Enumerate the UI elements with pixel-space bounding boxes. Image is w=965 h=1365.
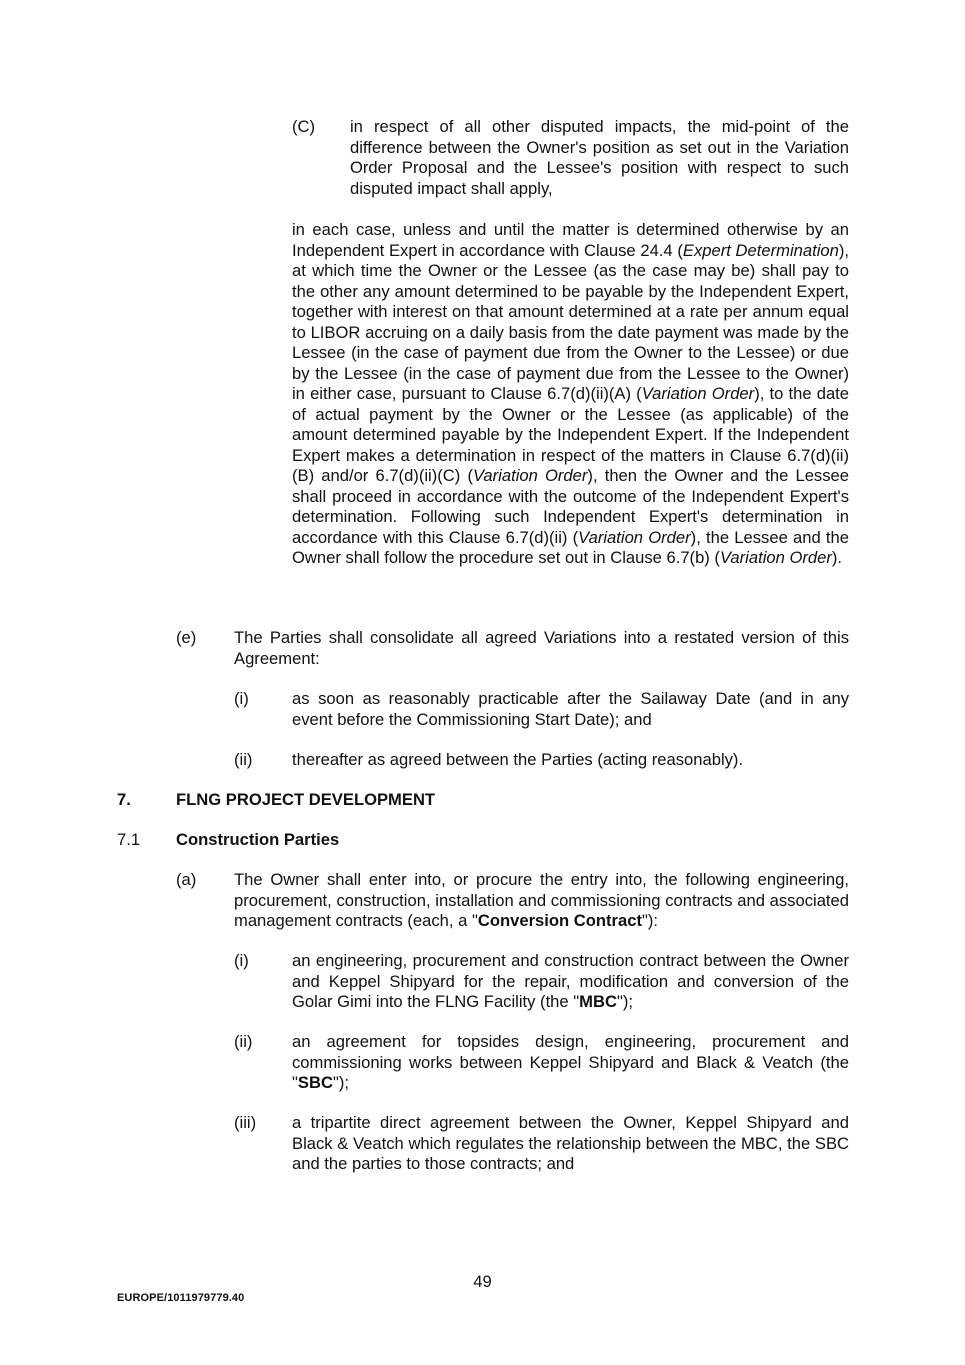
text-run: in each case, unless and until the matter is determined otherwise by an Independent Expert in accordance with Clause 24.4 ( (292, 220, 849, 260)
clause-c-number: (C) (292, 117, 316, 136)
text-run: "): (641, 911, 659, 930)
italic-reference: Expert Determination (682, 240, 839, 260)
text-run: an agreement for topsides design, engineering, procurement and commissioning works between Keppel Shipyard and Black & Veatch (the " (292, 1032, 849, 1092)
section-7-number: 7. (117, 790, 131, 809)
section-7-1-number: 7.1 (117, 830, 141, 849)
defined-term: MBC (579, 992, 617, 1011)
text-run: "); (616, 992, 633, 1011)
clause-a-number: (a) (176, 870, 197, 889)
document-reference: EUROPE/1011979779.40 (117, 1292, 245, 1304)
text-run: The Owner shall enter into, or procure the entry into, the following engineering, procurement, construction, installation and commissioning contracts and associated management contracts (each, a " (234, 870, 849, 930)
text-run: ). (831, 548, 843, 567)
italic-reference: Variation Order (578, 527, 691, 547)
section-7-1-title: Construction Parties (176, 830, 340, 849)
text-run: "); (332, 1073, 349, 1092)
clause-c-text: in respect of all other disputed impacts, the mid-point of the difference between the Owner's position as set out in the Variation Order Proposal and the Lessee's position with respect to such disputed impact shall apply, (350, 117, 849, 198)
clause-e-item-text: as soon as reasonably practicable after the Sailaway Date (and in any event before the Commissioning Start Date); and (292, 689, 849, 729)
page-number: 49 (473, 1272, 492, 1291)
clause-e-item-number: (i) (234, 689, 249, 708)
defined-term: Conversion Contract (477, 911, 642, 930)
clause-a-item-text (292, 1032, 849, 1094)
text-run: ), the Lessee and the Owner shall follow the procedure set out in Clause 6.7(b) ( (292, 527, 849, 567)
clause-a-item-number: (iii) (234, 1113, 257, 1132)
italic-reference: Variation Order (641, 384, 755, 403)
clause-a-item-number: (ii) (234, 1032, 253, 1051)
clause-a-text (234, 870, 849, 932)
continuation-paragraph (292, 220, 849, 569)
clause-a-item-text (292, 951, 849, 1013)
text-run: an engineering, procurement and construction contract between the Owner and Keppel Shipyard for the repair, modification and conversion of the Golar Gimi into the FLNG Facility (the " (292, 951, 849, 1011)
clause-a-item-number: (i) (234, 951, 249, 970)
text-run: ), then the Owner and the Lessee shall proceed in accordance with the outcome of the Independent Expert's determination. Following such Independent Expert's determination in accordance with this Clause 6.7(d)(ii) ( (292, 466, 849, 547)
clause-e-item-number: (ii) (234, 750, 253, 769)
italic-reference: Variation Order (472, 466, 588, 485)
text-run: ), to the date of actual payment by the Owner or the Lessee (as applicable) of the amount determined payable by the Independent Expert. If the Independent Expert makes a determination in respect of the matters in Clause 6.7(d)(ii)(B) and/or 6.7(d)(ii)(C) ( (292, 384, 850, 485)
clause-a-item-text: a tripartite direct agreement between the Owner, Keppel Shipyard and Black & Veatch which regulates the relationship between the MBC, the SBC and the parties to those contracts; and (292, 1113, 849, 1173)
clause-e-item-text: thereafter as agreed between the Parties (acting reasonably). (292, 750, 744, 769)
clause-e-text: The Parties shall consolidate all agreed Variations into a restated version of this Agreement: (234, 628, 849, 668)
section-7-title: FLNG PROJECT DEVELOPMENT (176, 790, 436, 809)
text-run: ), at which time the Owner or the Lessee (as the case may be) shall pay to the other any amount determined to be payable by the Independent Expert, together with interest on that amount determined at a rate per annum equal to LIBOR accruing on a daily basis from the date payment was made by the Lessee (in the case of payment due from the Owner to the Lessee) or due by the Lessee (in the case of payment due from the Lessee to the Owner) in either case, pursuant to Clause 6.7(d)(ii)(A) ( (292, 240, 849, 403)
italic-reference: Variation Order (719, 548, 832, 567)
clause-e-number: (e) (176, 628, 197, 647)
defined-term: SBC (297, 1073, 333, 1092)
